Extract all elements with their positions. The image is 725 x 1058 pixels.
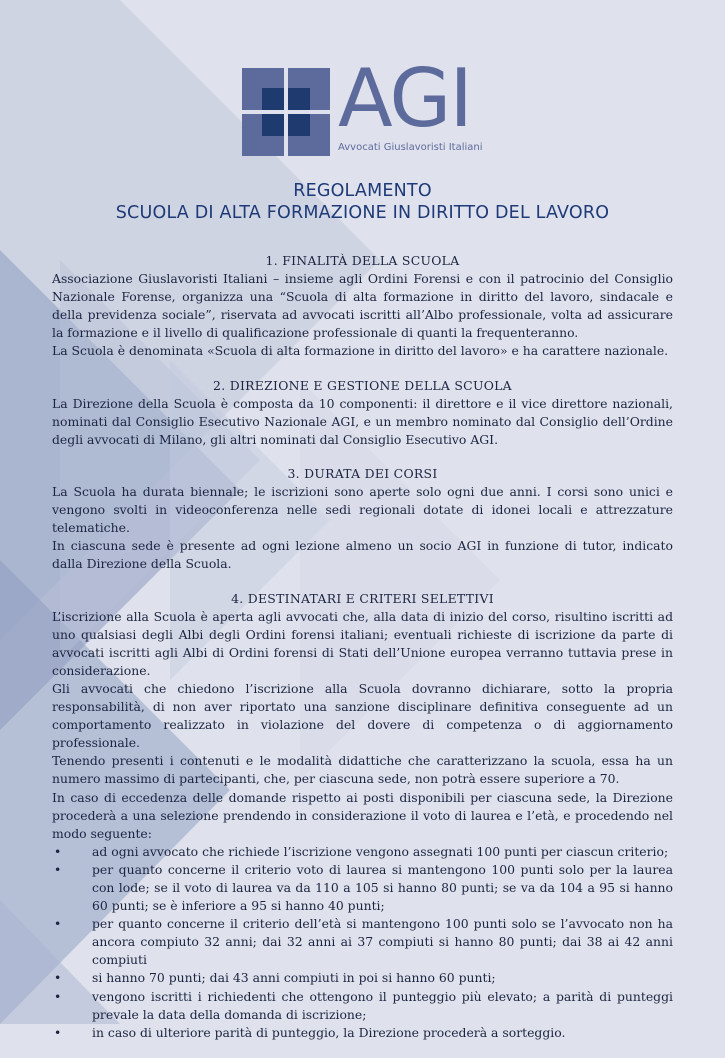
agi-logo: [242, 52, 492, 160]
paragraph: La Direzione della Scuola è composta da 10 componenti: il direttore e il vice direttore nazionali, nominati dal Consiglio Esecutivo Nazionale AGI, e un membro nominato dal Consiglio dell’Ordine degli avvocati di Milano, gli altri nominati dal Consiglio Esecutivo AGI.: [52, 395, 673, 447]
title-line-2: SCUOLA DI ALTA FORMAZIONE IN DIRITTO DEL LAVORO: [115, 203, 610, 223]
section-heading: 2. DIREZIONE E GESTIONE DELLA SCUOLA: [213, 377, 512, 393]
paragraph: La Scuola è denominata «Scuola di alta formazione in diritto del lavoro» e ha carattere nazionale.: [52, 343, 669, 359]
logo-squares-icon: [242, 68, 330, 156]
section-heading: 4. DESTINATARI E CRITERI SELETTIVI: [231, 590, 494, 606]
list-item: [52, 969, 673, 987]
paragraph: In ciascuna sede è presente ad ogni lezione almeno un socio AGI in funzione di tutor, indicato dalla Direzione della Scuola.: [52, 538, 673, 572]
logo-wordmark: AGI: [338, 52, 471, 145]
section-2-management: [52, 377, 673, 449]
paragraph: Gli avvocati che chiedono l’iscrizione alla Scuola dovranno dichiarare, sotto la propria responsabilità, di non aver riportato una sanzione disciplinare definitiva conseguente ad un comportamento realizzato in violazione del dovere di competenza o di aggiornamento professionale.: [52, 680, 673, 751]
list-item-text: ad ogni avvocato che richiede l’iscrizione vengono assegnati 100 punti per ciascun criterio;: [92, 843, 669, 859]
bullet-icon: •: [54, 988, 62, 1004]
bullet-icon: •: [54, 1024, 62, 1040]
paragraph: Tenendo presenti i contenuti e le modalità didattiche che caratterizzano la scuola, essa ha un numero massimo di partecipanti, che, per ciascuna sede, non potrà essere superiore a 70.: [52, 753, 673, 787]
bullet-icon: •: [54, 970, 62, 986]
paragraph: L’iscrizione alla Scuola è aperta agli avvocati che, alla data di inizio del corso, risultino iscritti ad uno qualsiasi degli Albi degli Ordini forensi italiani; eventuali richieste di iscrizione da parte di avvocati iscritti agli Albi di Ordini forensi di Stati dell’Unione europea verranno tuttavia prese in considerazione.: [52, 608, 673, 678]
paragraph: Associazione Giuslavoristi Italiani – insieme agli Ordini Forensi e con il patrocinio del Consiglio Nazionale Forense, organizza una “Scuola di alta formazione in diritto del lavoro, sindacale e della previdenza sociale”, riservata ad avvocati iscritti all’Albo professionale, volta ad assicurare la formazione e il livello di qualificazione professionale di quanti la frequenteranno.: [52, 271, 673, 341]
bullet-icon: •: [54, 916, 62, 932]
list-item-text: per quanto concerne il criterio voto di laurea si mantengono 100 punti solo per la laurea con lode; se il voto di laurea va da 110 a 105 si hanno 80 punti; se va da 104 a 95 si hanno 60 punti; se è inferiore a 95 si hanno 40 punti;: [92, 861, 673, 914]
section-1-purpose: [52, 252, 673, 361]
list-item: [52, 843, 673, 861]
section-heading: 3. DURATA DEI CORSI: [287, 465, 438, 481]
bullet-icon: •: [54, 861, 62, 877]
section-4-recipients: [52, 590, 673, 1042]
document-title: [0, 180, 725, 224]
list-item-text: vengono iscritti i richiedenti che ottengono il punteggio più elevato; a parità di punteggi prevale la data della domanda di iscrizione;: [92, 988, 673, 1022]
bullet-icon: •: [54, 843, 62, 859]
paragraph: In caso di eccedenza delle domande rispetto ai posti disponibili per ciascuna sede, la Direzione procederà a una selezione prendendo in considerazione il voto di laurea e l’età, e procedendo nel modo seguente:: [52, 789, 673, 841]
list-item: [52, 1024, 673, 1042]
section-heading: 1. FINALITÀ DELLA SCUOLA: [265, 253, 460, 268]
section-3-duration: [52, 465, 673, 574]
list-item: [52, 988, 673, 1024]
list-item: [52, 915, 673, 969]
regulation-body: [52, 252, 673, 1058]
list-item: [52, 861, 673, 915]
title-line-1: REGOLAMENTO: [293, 181, 432, 201]
list-item-text: in caso di ulteriore parità di punteggio, la Direzione procederà a sorteggio.: [92, 1024, 566, 1040]
list-item-text: per quanto concerne il criterio dell’età si mantengono 100 punti solo se l’avvocato non ha ancora compiuto 32 anni; dai 32 anni ai 37 compiuti si hanno 80 punti; dai 38 ai 42 anni compiuti: [92, 916, 673, 968]
selection-criteria-list: [52, 843, 673, 1042]
logo-subtitle: Avvocati Giuslavoristi Italiani: [338, 142, 483, 153]
list-item-text: si hanno 70 punti; dai 43 anni compiuti in poi si hanno 60 punti;: [92, 970, 496, 986]
paragraph: La Scuola ha durata biennale; le iscrizioni sono aperte solo ogni due anni. I corsi sono unici e vengono svolti in videoconferenza nelle sedi regionali dotate di idonei locali e attrezzature telematiche.: [52, 484, 673, 536]
